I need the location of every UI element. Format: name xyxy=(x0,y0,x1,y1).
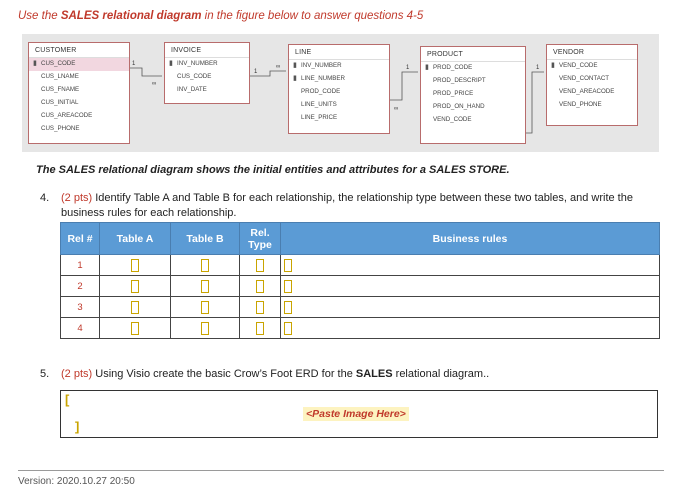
attribute-pk: ▮ INV_NUMBER xyxy=(293,62,342,69)
one-symbol: 1 xyxy=(132,61,136,67)
attribute: VEND_CONTACT xyxy=(559,75,610,82)
rel-type-cell[interactable] xyxy=(240,255,281,276)
answer-field xyxy=(284,322,292,335)
attribute: PROD_ON_HAND xyxy=(433,103,485,110)
question-body-b: relational diagram.. xyxy=(392,368,490,380)
answer-field xyxy=(284,259,292,272)
attribute: PROD_DESCRIPT xyxy=(433,77,486,84)
attribute: VEND_CODE xyxy=(433,116,472,123)
intro-text xyxy=(18,10,423,22)
table-b-cell[interactable] xyxy=(171,255,240,276)
open-bracket: [ xyxy=(65,392,70,407)
answer-field xyxy=(201,259,209,272)
row-number: 4 xyxy=(61,318,100,339)
answer-field xyxy=(131,301,139,314)
attribute: CUS_CODE xyxy=(177,73,212,80)
table-b-cell[interactable] xyxy=(171,276,240,297)
question-body: Identify Table A and Table B for each relationship, the relationship type between these two tables, and write the business rules for each relationship. xyxy=(61,192,633,219)
close-bracket: ] xyxy=(75,419,80,434)
answer-field xyxy=(284,301,292,314)
row-number: 2 xyxy=(61,276,100,297)
entity-title: VENDOR xyxy=(547,45,637,60)
attribute: CUS_PHONE xyxy=(41,125,80,132)
version-text: Version: 2020.10.27 20:50 xyxy=(18,476,135,487)
attribute-pk: ▮ CUS_CODE xyxy=(29,58,129,71)
table-row xyxy=(61,297,660,318)
many-symbol: ∞ xyxy=(152,81,157,87)
business-rules-cell[interactable] xyxy=(281,255,660,276)
paste-image-placeholder[interactable]: <Paste Image Here> xyxy=(303,407,409,421)
entity-title: INVOICE xyxy=(165,43,249,58)
key-icon: ▮ xyxy=(169,60,173,67)
header-business-rules: Business rules xyxy=(281,223,660,255)
one-symbol: 1 xyxy=(536,65,540,71)
points-label: (2 pts) xyxy=(61,368,93,380)
attribute: LINE_PRICE xyxy=(301,114,338,121)
sales-relational-diagram xyxy=(22,34,659,152)
attribute: CUS_FNAME xyxy=(41,86,80,93)
business-rules-cell[interactable] xyxy=(281,276,660,297)
intro-bold: SALES relational diagram xyxy=(60,10,202,22)
question-bold: SALES xyxy=(355,368,393,380)
attribute: CUS_AREACODE xyxy=(41,112,93,119)
answer-field xyxy=(256,322,264,335)
question-text xyxy=(61,368,661,380)
table-b-cell[interactable] xyxy=(171,318,240,339)
entity-product[interactable] xyxy=(420,46,526,144)
table-a-cell[interactable] xyxy=(100,318,171,339)
attribute-pk: ▮ INV_NUMBER xyxy=(169,60,218,67)
table-row xyxy=(61,318,660,339)
relationships-table xyxy=(60,222,660,339)
key-icon: ▮ xyxy=(293,62,297,69)
attribute-pk: ▮ VEND_CODE xyxy=(551,62,598,69)
answer-field xyxy=(201,301,209,314)
many-symbol: ∞ xyxy=(394,106,399,112)
business-rules-cell[interactable] xyxy=(281,318,660,339)
answer-field xyxy=(201,322,209,335)
paste-image-box[interactable] xyxy=(60,390,658,438)
link-customer-invoice xyxy=(129,68,162,76)
attribute: PROD_CODE xyxy=(301,88,341,95)
key-icon: ▮ xyxy=(425,64,429,71)
table-a-cell[interactable] xyxy=(100,276,171,297)
entity-title: LINE xyxy=(289,45,389,60)
attribute: CUS_INITIAL xyxy=(41,99,79,106)
answer-field xyxy=(131,322,139,335)
answer-field xyxy=(131,259,139,272)
entity-title: PRODUCT xyxy=(421,47,525,62)
entity-vendor[interactable] xyxy=(546,44,638,126)
header-table-a: Table A xyxy=(100,223,171,255)
entity-invoice[interactable] xyxy=(164,42,250,104)
key-icon: ▮ xyxy=(293,75,297,82)
answer-field xyxy=(131,280,139,293)
attribute: PROD_PRICE xyxy=(433,90,474,97)
footer-divider xyxy=(18,470,664,471)
attribute-pk: ▮ PROD_CODE xyxy=(425,64,473,71)
answer-field xyxy=(256,280,264,293)
entity-line[interactable] xyxy=(288,44,390,134)
link-line-product xyxy=(390,72,418,100)
table-b-cell[interactable] xyxy=(171,297,240,318)
business-rules-cell[interactable] xyxy=(281,297,660,318)
one-symbol: 1 xyxy=(254,69,258,75)
rel-type-cell[interactable] xyxy=(240,318,281,339)
attribute: CUS_LNAME xyxy=(41,73,79,80)
entity-customer[interactable] xyxy=(28,42,130,144)
answer-field xyxy=(256,259,264,272)
many-symbol: ∞ xyxy=(276,64,281,70)
intro-suffix: in the figure below to answer questions 4-5 xyxy=(201,10,424,22)
entity-title: CUSTOMER xyxy=(29,43,129,58)
attribute: VEND_PHONE xyxy=(559,101,602,108)
attribute: VEND_AREACODE xyxy=(559,88,615,95)
diagram-statement: The SALES relational diagram shows the initial entities and attributes for a SALES STORE. xyxy=(36,164,510,176)
key-icon: ▮ xyxy=(33,60,37,67)
one-symbol: 1 xyxy=(406,65,410,71)
link-product-vendor xyxy=(526,72,544,133)
attribute: LINE_UNITS xyxy=(301,101,337,108)
question-text xyxy=(61,191,656,221)
attribute: INV_DATE xyxy=(177,86,207,93)
points-label: (2 pts) xyxy=(61,192,93,204)
question-body-a: Using Visio create the basic Crow’s Foot ERD for the xyxy=(92,368,356,380)
question-number: 4. xyxy=(40,192,50,204)
header-table-b: Table B xyxy=(171,223,240,255)
attribute-pk: ▮ LINE_NUMBER xyxy=(293,75,346,82)
row-number: 3 xyxy=(61,297,100,318)
key-icon: ▮ xyxy=(551,62,555,69)
intro-prefix: Use the xyxy=(18,10,61,22)
rel-type-cell[interactable] xyxy=(240,297,281,318)
header-rel-num: Rel # xyxy=(61,223,100,255)
answer-field xyxy=(256,301,264,314)
table-row xyxy=(61,276,660,297)
question-number: 5. xyxy=(40,368,50,380)
answer-field xyxy=(201,280,209,293)
row-number: 1 xyxy=(61,255,100,276)
table-a-cell[interactable] xyxy=(100,297,171,318)
answer-field xyxy=(284,280,292,293)
header-rel-type: Rel. Type xyxy=(240,223,281,255)
table-row xyxy=(61,255,660,276)
rel-type-cell[interactable] xyxy=(240,276,281,297)
table-a-cell[interactable] xyxy=(100,255,171,276)
